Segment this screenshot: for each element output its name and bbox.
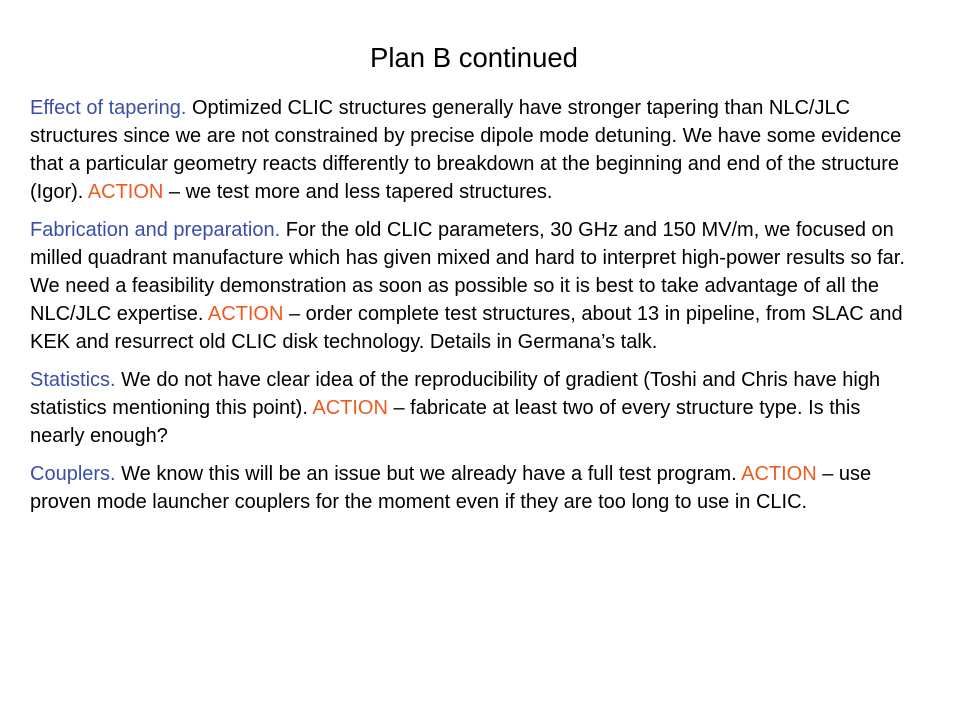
paragraph-tapering: [30, 94, 920, 206]
slide-body: [30, 94, 920, 526]
paragraph-text: – use proven mode launcher couplers for the moment even if they are too long to use in CLIC.: [30, 463, 872, 513]
paragraph-text: We do not have clear idea of the reproducibility of gradient (Toshi and Chris have high statistics mentioning this point).: [30, 369, 881, 419]
action-label: ACTION: [312, 397, 388, 419]
action-label: ACTION: [87, 181, 164, 203]
paragraph-heading: Effect of tapering.: [30, 97, 187, 119]
action-label: ACTION: [207, 303, 284, 325]
paragraph-statistics: [30, 366, 920, 450]
paragraph-heading: Couplers.: [30, 463, 116, 485]
paragraph-text: For the old CLIC parameters, 30 GHz and 150 MV/m, we focused on milled quadrant manufacture which has given mixed and hard to interpret high-power results so far. We need a feasibility demonstration as soon as possible so it is best to take advantage of all the NLC/JLC expertise.: [30, 219, 905, 325]
paragraph-text: – order complete test structures, about 13 in pipeline, from SLAC and KEK and resurrect old CLIC disk technology. Details in Germana’s talk.: [30, 303, 903, 353]
paragraph-heading: Statistics.: [30, 369, 116, 391]
paragraph-heading: Fabrication and preparation.: [30, 219, 281, 241]
paragraph-fabrication: [30, 216, 920, 356]
paragraph-text: We know this will be an issue but we already have a full test program.: [115, 463, 742, 485]
paragraph-text: – we test more and less tapered structures.: [163, 181, 553, 203]
paragraph-couplers: [30, 460, 920, 516]
slide-title: Plan B continued: [370, 42, 578, 73]
paragraph-text: Optimized CLIC structures generally have stronger tapering than NLC/JLC structures since we are not constrained by precise dipole mode detuning. We have some evidence that a particular geometry reacts differently to breakdown at the beginning and end of the structure (Igor).: [30, 97, 902, 203]
paragraph-text: – fabricate at least two of every structure type. Is this nearly enough?: [30, 397, 861, 447]
action-label: ACTION: [741, 463, 817, 485]
